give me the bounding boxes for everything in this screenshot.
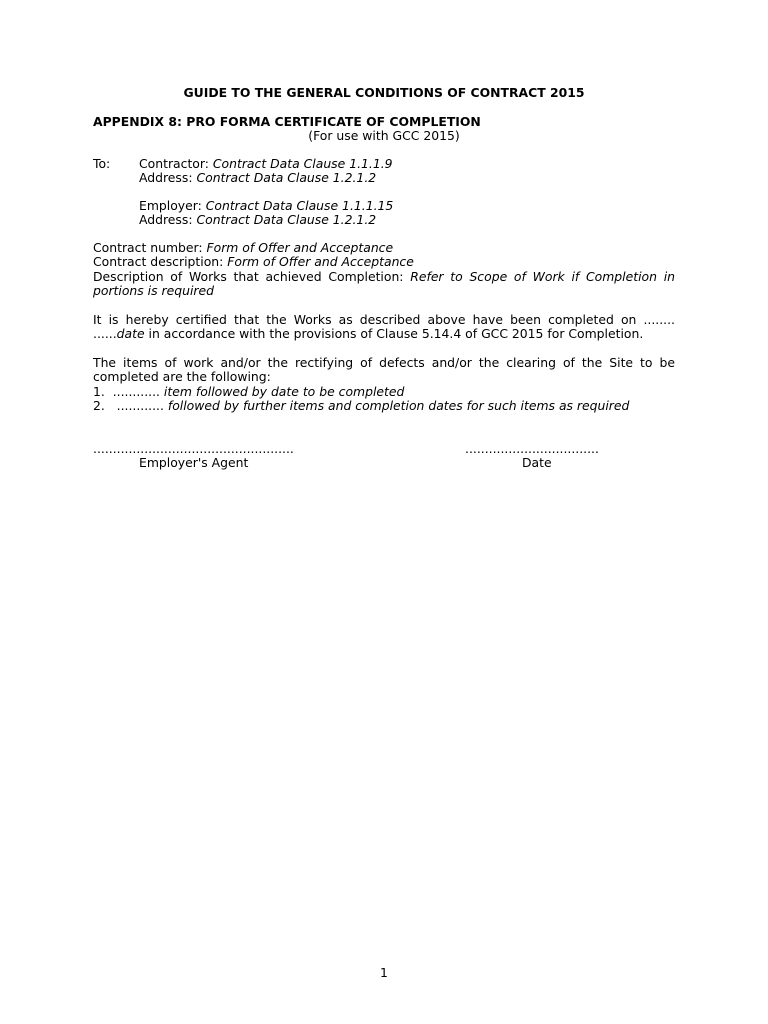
appendix-heading: APPENDIX 8: PRO FORMA CERTIFICATE OF COMPLETION [93, 113, 481, 129]
employer-agent-signature-line: ................................................... [93, 440, 294, 456]
contract-description-value: Form of Offer and Acceptance [227, 254, 414, 269]
employer-address-label: Address: [139, 212, 197, 227]
list-item [93, 399, 675, 414]
contractor-address-value: Contract Data Clause 1.2.1.2 [196, 170, 377, 185]
employer-value: Contract Data Clause 1.1.1.15 [205, 197, 394, 213]
list-item [93, 385, 675, 400]
employer-address-line [139, 213, 675, 228]
contractor-address-label: Address: [139, 170, 197, 185]
addressee-block [93, 157, 675, 228]
page-number: 1 [380, 965, 388, 980]
works-description-line [93, 270, 675, 285]
employer-agent-label: Employer's Agent [139, 455, 249, 470]
works-description-label: Description of Works that achieved Completion: [93, 268, 411, 284]
contract-number-label: Contract number: [93, 239, 207, 255]
employer-label: Employer: [139, 197, 206, 213]
list-item-text: followed by further items and completion dates for such items as required [167, 398, 630, 413]
contractor-label: Contractor: [139, 155, 213, 171]
date-signature-line: .................................. [465, 440, 599, 456]
certification-line-2 [93, 327, 675, 342]
works-description-value: Refer to Scope of Work if Completion in [410, 268, 675, 284]
employer-line [139, 199, 675, 214]
document-title: GUIDE TO THE GENERAL CONDITIONS OF CONTRACT 2015 [183, 85, 585, 100]
works-description-continued: portions is required [93, 283, 214, 298]
items-intro-line-1: The items of work and/or the rectifying of defects and/or the clearing of the Site to be [93, 354, 675, 370]
contract-number-value: Form of Offer and Acceptance [206, 239, 394, 255]
contract-number-line [93, 241, 675, 256]
list-item-number: 2. ............ [93, 398, 168, 413]
employer-address-value: Contract Data Clause 1.2.1.2 [196, 212, 377, 227]
items-intro-line-2: completed are the following: [93, 369, 271, 384]
list-item-number: 1. ............ [93, 383, 164, 399]
use-note: (For use with GCC 2015) [308, 128, 460, 143]
certification-dots: ...... [93, 326, 117, 341]
to-label: To: [93, 155, 111, 171]
certification-date-placeholder: date [116, 326, 145, 341]
list-item-text: item followed by date to be completed [163, 383, 405, 399]
date-label: Date [522, 455, 552, 470]
document-body [93, 86, 675, 471]
contractor-value: Contract Data Clause 1.1.1.9 [212, 155, 393, 171]
certification-line-1: It is hereby certified that the Works as described above have been completed on ........ [93, 311, 675, 327]
signature-dots-row [93, 442, 675, 457]
signature-labels-row [93, 456, 675, 471]
items-list [93, 385, 675, 414]
contractor-address-line [139, 171, 675, 186]
certification-clause-text: in accordance with the provisions of Clause 5.14.4 of GCC 2015 for Completion. [144, 326, 644, 341]
contractor-line [139, 157, 675, 172]
contract-description-label: Contract description: [93, 254, 228, 269]
contract-description-line [93, 255, 675, 270]
